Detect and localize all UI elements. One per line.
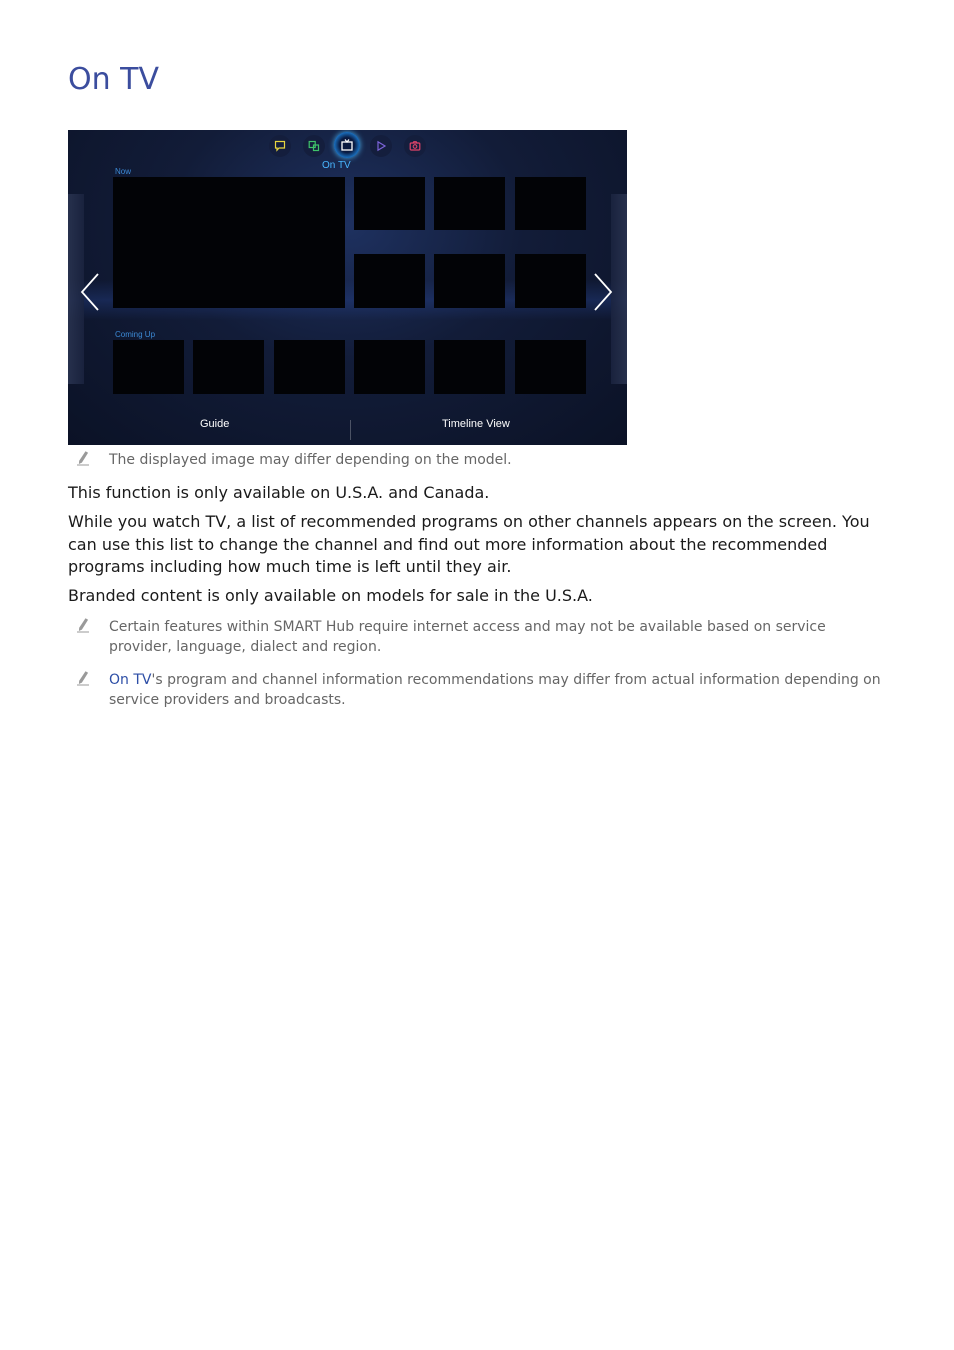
availability-text: This function is only available on U.S.A. and Canada. [68,483,490,502]
pencil-icon [76,450,90,466]
program-tile[interactable] [515,177,586,230]
upcoming-tile[interactable] [434,340,505,394]
program-tile[interactable] [434,254,505,308]
note-rest: 's program and channel information recommendations may differ from actual information depending on service providers and broadcasts. [109,672,881,708]
devices-icon[interactable] [303,135,325,157]
chat-icon[interactable] [269,135,291,157]
on-tv-term: On TV [109,672,152,688]
note-text [109,670,889,710]
pencil-icon [76,617,90,633]
on-tv-icon-label: On TV [322,160,351,171]
play-icon[interactable] [370,135,392,157]
camera-icon[interactable] [404,135,426,157]
chevron-right-icon[interactable] [593,272,613,316]
upcoming-tile[interactable] [113,340,184,394]
chevron-left-icon[interactable] [80,272,100,316]
footer-divider [350,420,351,440]
program-tile[interactable] [434,177,505,230]
upcoming-tile[interactable] [274,340,345,394]
description-text: While you watch TV, a list of recommended programs on other channels appears on the screen. You can use this list to change the channel and find out more information about the recommended programs including how much time is left until they air. [68,512,870,576]
guide-button[interactable]: Guide [200,418,230,430]
program-tile[interactable] [354,254,425,308]
tv-icon[interactable] [334,132,360,158]
now-featured-tile[interactable] [113,177,345,308]
now-label: Now [115,167,132,176]
on-tv-screenshot [68,130,627,445]
note-text: The displayed image may differ depending on the model. [109,452,512,468]
program-tile[interactable] [354,177,425,230]
coming-up-label: Coming Up [115,330,156,339]
note-text: Certain features within SMART Hub require internet access and may not be available based on service provider, language, dialect and region. [109,619,826,655]
right-side-panel [611,194,627,384]
upcoming-tile[interactable] [193,340,264,394]
program-tile[interactable] [515,254,586,308]
page-title: On TV [68,62,160,97]
upcoming-tile[interactable] [515,340,586,394]
upcoming-tile[interactable] [354,340,425,394]
pencil-icon [76,670,90,686]
branded-content-text: Branded content is only available on models for sale in the U.S.A. [68,586,593,605]
timeline-view-button[interactable]: Timeline View [442,418,510,430]
